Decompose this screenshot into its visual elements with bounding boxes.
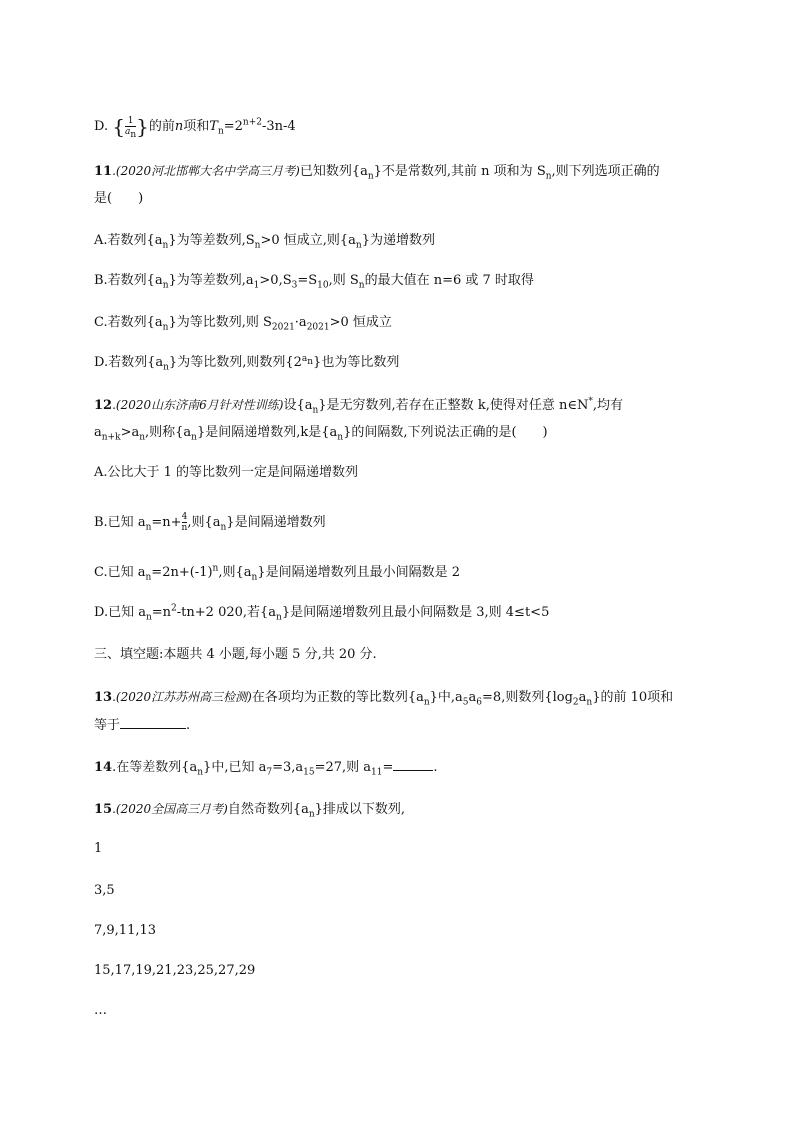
section-heading: 三、填空题:本题共 4 小题,每小题 5 分,共 20 分. bbox=[94, 647, 377, 662]
question-11: 11.(2020河北邯郸大名中学高三月考)已知数列$\{a_n\}$不是常数列,其前 n 项和为 $S_n$,则下列选项正确的 bbox=[94, 164, 660, 182]
q12-option-a: A.公比大于 1 的等比数列一定是间隔递增数列 bbox=[94, 465, 359, 480]
q12-option-b: B.已知 $a_n=n+$ $\frac{4}{n}$ ,则$\{a_n\}$是间隔递增数列 bbox=[94, 512, 326, 533]
q11-option-c: C.若数列$\{a_n\}$为等比数列,则 $S_{2021}\cdot a_{2021}>0$ 恒成立 bbox=[94, 315, 392, 333]
question-11-line2: 是( ) bbox=[94, 191, 144, 206]
fraction: $\frac{4}{n}$ bbox=[181, 512, 188, 533]
sequence-row-4: 15,17,19,21,23,25,27,29 bbox=[94, 963, 256, 978]
sequence-row-ellipsis: … bbox=[94, 1003, 107, 1018]
q12-option-d: D.已知 $a_n=n^2-tn+2$ 020,若$\{a_n\}$是间隔递增数列且最小间隔数是 3,则 4≤t<5 bbox=[94, 603, 550, 623]
question-13: 13.(2020江苏苏州高三检测)在各项均为正数的等比数列$\{a_n\}$中$,a_5a_6=8$,则数列$\{\log_2a_n\}$的前 10项和 bbox=[94, 690, 674, 708]
sequence-row-2: 3,5 bbox=[94, 883, 115, 898]
answer-blank[interactable] bbox=[393, 758, 433, 771]
question-12: 12.(2020山东济南6月针对性训练)设$\{a_n\}$是无穷数列,若存在正整数 k,使得对任意 n∈N*,均有 bbox=[94, 396, 623, 416]
sequence-row-1: 1 bbox=[94, 841, 103, 856]
q11-option-d: D.若数列$\{a_n\}$为等比数列,则数列$\{2^{a_n}\}$也为等比数列 bbox=[94, 353, 400, 373]
answer-blank[interactable] bbox=[120, 716, 186, 729]
question-14: 14.在等差数列$\{a_n\}$中,已知 $a_7=3,a_{15}=27$,则 $a_{11}=$ . bbox=[94, 760, 438, 778]
q11-option-a: A.若数列$\{a_n\}$为等差数列$,S_n>0$ 恒成立,则$\{a_n\}$为递增数列 bbox=[94, 233, 435, 251]
q12-option-c: C.已知 $a_n=2n+(-1)^n$,则$\{a_n\}$是间隔递增数列且最小间隔数是 2 bbox=[94, 563, 460, 583]
q11-option-b: B.若数列$\{a_n\}$为等差数列$,a_1>0,S_3=S_{10}$,则 $S_n$的最大值在 n=6 或 7 时取得 bbox=[94, 273, 534, 291]
fraction: $\frac{1}{a_n}$ bbox=[124, 116, 137, 140]
question-12-line2: $a_{n+k}>a_n$,则称$\{a_n\}$是间隔递增数列,k是$\{a_n\}$的间隔数,下列说法正确的是( ) bbox=[94, 425, 548, 443]
option-d-prev: D. { $\frac{1}{a_n}$ }的前n项和$T_n=2^{n+2}-3n-4$ bbox=[94, 114, 296, 140]
question-15: 15.(2020全国高三月考)自然奇数列$\{a_n\}$排成以下数列, bbox=[94, 802, 406, 820]
question-13-line2: 等于 . bbox=[94, 718, 191, 733]
sequence-row-3: 7,9,11,13 bbox=[94, 923, 157, 938]
